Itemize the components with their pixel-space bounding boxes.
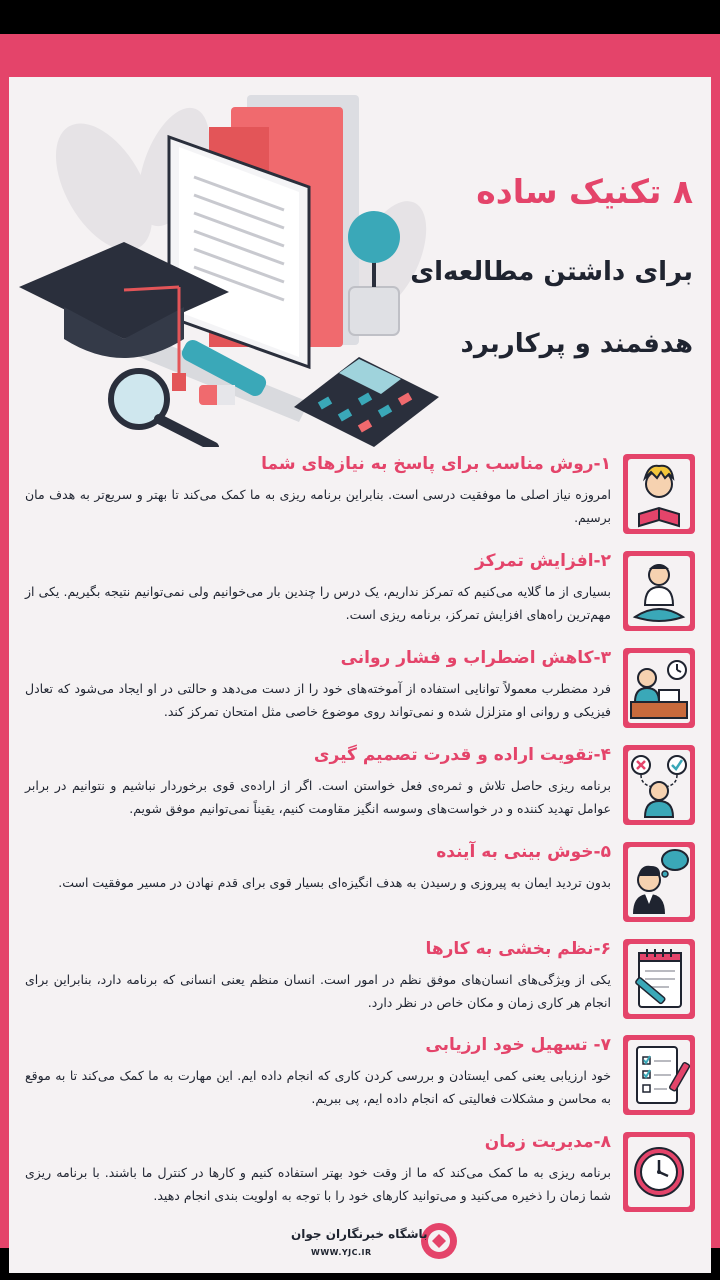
tip-title: ۱-روش مناسب برای پاسخ به نیازهای شما bbox=[261, 454, 611, 474]
infographic-frame bbox=[0, 34, 720, 1257]
tip-icon-frame bbox=[623, 1132, 695, 1212]
tip-text: یکی از ویژگی‌های انسان‌های موفق نظم در امور است. انسان منظم یعنی انسانی که برنامه دارد، بنابراین برای انجام هر کاری زمان و مکان خاص در نظر دارد. bbox=[25, 972, 611, 1010]
tip-title: ۷- تسهیل خود ارزیابی bbox=[425, 1035, 611, 1055]
tip-icon-frame bbox=[623, 454, 695, 534]
reading-boy-icon bbox=[623, 454, 695, 534]
tip-text: برنامه ریزی به ما کمک می‌کند که ما از وقت خود بهتر استفاده کنیم و کارها در کنترل ما باشند. با برنامه ریزی شما زمان را ذخیره می‌کنید و می‌توانید کارهای خود را با توجه به اولویت بندی انجام دهید. bbox=[25, 1165, 611, 1203]
tip-title: ۵-خوش بینی به آینده bbox=[436, 842, 611, 862]
tip-title: ۴-تقویت اراده و قدرت تصمیم گیری bbox=[313, 745, 611, 765]
notepad-pen-icon bbox=[623, 939, 695, 1019]
meditating-man-icon bbox=[623, 551, 695, 631]
tip-icon-frame bbox=[623, 939, 695, 1019]
tip-title: ۶-نظم بخشی به کارها bbox=[425, 939, 611, 959]
tip-icon-frame bbox=[623, 842, 695, 922]
tip-text: خود ارزیابی یعنی کمی ایستادن و بررسی کردن کاری که انجام داده ایم. این مهارت به ما کمک می‌کند تا به موقع به محاسن و مشکلات فعالیتی که انجام داده ایم، پی ببریم. bbox=[25, 1068, 611, 1106]
tip-icon-frame bbox=[623, 551, 695, 631]
stressed-worker-icon bbox=[623, 648, 695, 728]
tip-text: بدون تردید ایمان به پیروزی و رسیدن به هدف انگیزه‌ای بسیار قوی برای قدم نهادن در مسیر موفقیت است. bbox=[58, 875, 611, 890]
tip-text: امروزه نیاز اصلی ما موفقیت درسی است. بنابراین برنامه ریزی به ما کمک می‌کند تا بهتر و سریع‌تر به هدف مان برسیم. bbox=[25, 487, 611, 525]
publisher-name: باشگاه خبرنگاران جوان bbox=[291, 1227, 428, 1241]
checklist-icon bbox=[623, 1035, 695, 1115]
tip-text: بسیاری از ما گلایه می‌کنیم که تمرکز نداریم، یک درس را چندین بار می‌خوانیم ولی نمی‌توانیم نتیجه بگیریم. یکی از مهم‌ترین راه‌های افزایش تمرکز، برنامه ریزی است. bbox=[25, 584, 611, 622]
infographic-card bbox=[9, 77, 711, 1273]
study-illustration bbox=[9, 77, 439, 447]
tip-text: فرد مضطرب معمولاً توانایی استفاده از آموخته‌های خود را از دست می‌دهد و حالتی در او ایجاد می‌شود که تعادل فیزیکی و روانی او متزلزل شده و نمی‌تواند روی موضوع خاصی مثل امتحان تمرکز کند. bbox=[25, 681, 611, 719]
tip-icon-frame bbox=[623, 648, 695, 728]
tip-title: ۲-افزایش تمرکز bbox=[475, 551, 611, 571]
headline-subtitle-1: برای داشتن مطالعه‌ای bbox=[410, 257, 693, 287]
tip-icon-frame bbox=[623, 745, 695, 825]
tip-title: ۳-کاهش اضطراب و فشار روانی bbox=[340, 648, 611, 668]
tip-text: برنامه ریزی حاصل تلاش و ثمره‌ی فعل خواستن است. اگر از اراده‌ی قوی برخوردار نباشیم و نتوانیم در برابر عوامل تهدید کننده و در خواست‌های وسوسه انگیز مقاومت کنیم، یقیناً نمی‌توانیم موفق شویم. bbox=[25, 778, 611, 816]
headline-title: ۸ تکنیک ساده bbox=[476, 172, 693, 211]
publisher-url: WWW.YJC.IR bbox=[311, 1248, 372, 1257]
headline-subtitle-2: هدفمند و پرکاربرد bbox=[460, 329, 693, 359]
thinking-man-icon bbox=[623, 842, 695, 922]
tip-title: ۸-مدیریت زمان bbox=[484, 1132, 611, 1152]
yjc-logo bbox=[285, 1219, 465, 1265]
decision-making-icon bbox=[623, 745, 695, 825]
tip-icon-frame bbox=[623, 1035, 695, 1115]
clock-icon bbox=[623, 1132, 695, 1212]
